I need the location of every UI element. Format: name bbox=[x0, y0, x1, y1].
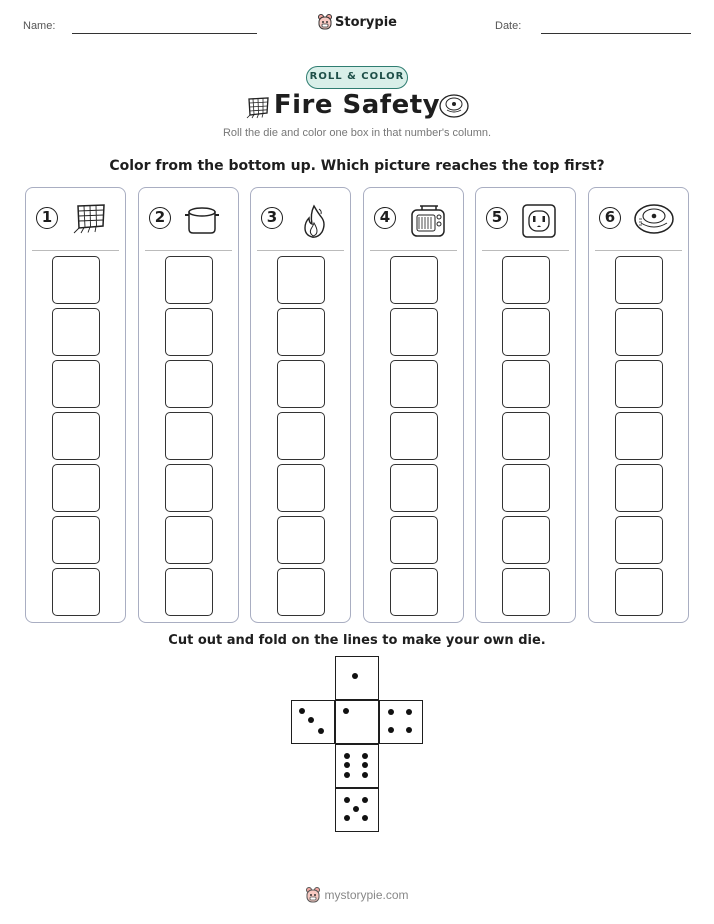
die-pip bbox=[362, 815, 368, 821]
column-number: 1 bbox=[36, 207, 58, 229]
die-pip bbox=[362, 772, 368, 778]
column-header bbox=[251, 188, 350, 250]
die-pip bbox=[299, 708, 305, 714]
column-header bbox=[364, 188, 463, 250]
column-header bbox=[589, 188, 688, 250]
color-box[interactable] bbox=[390, 412, 438, 460]
storypie-mascot-icon bbox=[305, 886, 321, 903]
column-number: 5 bbox=[486, 207, 508, 229]
column-divider bbox=[370, 250, 457, 251]
date-label: Date: bbox=[495, 20, 522, 32]
die-face-1 bbox=[335, 700, 379, 744]
roll-column-4 bbox=[363, 187, 464, 623]
color-box[interactable] bbox=[502, 568, 550, 616]
die-pip bbox=[406, 709, 412, 715]
column-header bbox=[476, 188, 575, 250]
color-box[interactable] bbox=[615, 256, 663, 304]
color-box[interactable] bbox=[52, 516, 100, 564]
color-box[interactable] bbox=[52, 360, 100, 408]
die-instruction: Cut out and fold on the lines to make your own die. bbox=[168, 633, 546, 648]
space-heater-icon bbox=[408, 202, 448, 240]
brand-logo bbox=[0, 13, 714, 30]
die-pip bbox=[318, 728, 324, 734]
die-pip bbox=[353, 806, 359, 812]
die-face-4 bbox=[379, 700, 423, 744]
color-box[interactable] bbox=[390, 516, 438, 564]
die-pip bbox=[362, 753, 368, 759]
die-pip bbox=[344, 772, 350, 778]
die-face-1 bbox=[335, 656, 379, 700]
color-box[interactable] bbox=[165, 412, 213, 460]
die-pip bbox=[388, 709, 394, 715]
color-box[interactable] bbox=[165, 516, 213, 564]
die-pip bbox=[352, 673, 358, 679]
column-number: 4 bbox=[374, 207, 396, 229]
die-pip bbox=[362, 797, 368, 803]
column-header bbox=[26, 188, 125, 250]
die-pip bbox=[344, 753, 350, 759]
color-box[interactable] bbox=[615, 516, 663, 564]
cooking-pot-icon bbox=[183, 202, 221, 236]
die-pip bbox=[362, 762, 368, 768]
color-box[interactable] bbox=[52, 256, 100, 304]
column-header bbox=[139, 188, 238, 250]
die-pip bbox=[343, 708, 349, 714]
storypie-mascot-icon bbox=[317, 13, 333, 30]
die-pip bbox=[344, 815, 350, 821]
color-box[interactable] bbox=[615, 308, 663, 356]
color-box[interactable] bbox=[502, 256, 550, 304]
color-box[interactable] bbox=[165, 360, 213, 408]
footer-url[interactable]: mystorypie.com bbox=[324, 888, 409, 902]
color-box[interactable] bbox=[502, 308, 550, 356]
name-line[interactable] bbox=[72, 33, 257, 34]
color-box[interactable] bbox=[615, 568, 663, 616]
color-box[interactable] bbox=[390, 568, 438, 616]
die-pip bbox=[308, 717, 314, 723]
die-pip bbox=[344, 797, 350, 803]
color-box[interactable] bbox=[277, 256, 325, 304]
die-pip bbox=[406, 727, 412, 733]
color-box[interactable] bbox=[165, 464, 213, 512]
roll-column-1 bbox=[25, 187, 126, 623]
color-box[interactable] bbox=[502, 516, 550, 564]
color-box[interactable] bbox=[390, 308, 438, 356]
color-box[interactable] bbox=[277, 568, 325, 616]
color-box[interactable] bbox=[277, 412, 325, 460]
color-box[interactable] bbox=[165, 256, 213, 304]
activity-badge: ROLL & COLOR bbox=[306, 66, 408, 89]
die-face-3 bbox=[291, 700, 335, 744]
column-number: 2 bbox=[149, 207, 171, 229]
page-title: Fire Safety bbox=[273, 90, 441, 120]
column-divider bbox=[482, 250, 569, 251]
color-box[interactable] bbox=[502, 360, 550, 408]
column-divider bbox=[32, 250, 119, 251]
column-number: 3 bbox=[261, 207, 283, 229]
die-pip bbox=[344, 762, 350, 768]
color-box[interactable] bbox=[390, 256, 438, 304]
die-pip bbox=[388, 727, 394, 733]
color-box[interactable] bbox=[165, 308, 213, 356]
roll-column-2 bbox=[138, 187, 239, 623]
column-divider bbox=[595, 250, 682, 251]
color-box[interactable] bbox=[390, 360, 438, 408]
color-box[interactable] bbox=[52, 568, 100, 616]
color-box[interactable] bbox=[52, 464, 100, 512]
color-box[interactable] bbox=[615, 360, 663, 408]
color-box[interactable] bbox=[502, 464, 550, 512]
color-box[interactable] bbox=[615, 464, 663, 512]
footer bbox=[0, 886, 714, 903]
column-number: 6 bbox=[599, 207, 621, 229]
color-box[interactable] bbox=[52, 412, 100, 460]
column-divider bbox=[145, 250, 232, 251]
column-divider bbox=[257, 250, 344, 251]
color-box[interactable] bbox=[277, 464, 325, 512]
color-box[interactable] bbox=[277, 360, 325, 408]
color-box[interactable] bbox=[502, 412, 550, 460]
name-label: Name: bbox=[23, 20, 56, 32]
color-box[interactable] bbox=[277, 516, 325, 564]
color-box[interactable] bbox=[277, 308, 325, 356]
electrical-outlet-icon bbox=[520, 202, 558, 240]
die-face-5 bbox=[335, 788, 379, 832]
blanket-icon bbox=[70, 202, 108, 236]
brand-name: Storypie bbox=[335, 15, 397, 30]
color-box[interactable] bbox=[52, 308, 100, 356]
instruction-text: Color from the bottom up. Which picture reaches the top first? bbox=[109, 158, 605, 174]
page-subtitle: Roll the die and color one box in that number's column. bbox=[222, 127, 492, 139]
die-face-6 bbox=[335, 744, 379, 788]
roll-column-6 bbox=[588, 187, 689, 623]
color-box[interactable] bbox=[165, 568, 213, 616]
roll-column-3 bbox=[250, 187, 351, 623]
color-box[interactable] bbox=[390, 464, 438, 512]
smoke-detector-icon bbox=[633, 202, 675, 238]
date-line[interactable] bbox=[541, 33, 691, 34]
smoke-detector-icon bbox=[438, 93, 470, 121]
color-box[interactable] bbox=[615, 412, 663, 460]
fire-icon bbox=[295, 202, 333, 240]
roll-column-5 bbox=[475, 187, 576, 623]
